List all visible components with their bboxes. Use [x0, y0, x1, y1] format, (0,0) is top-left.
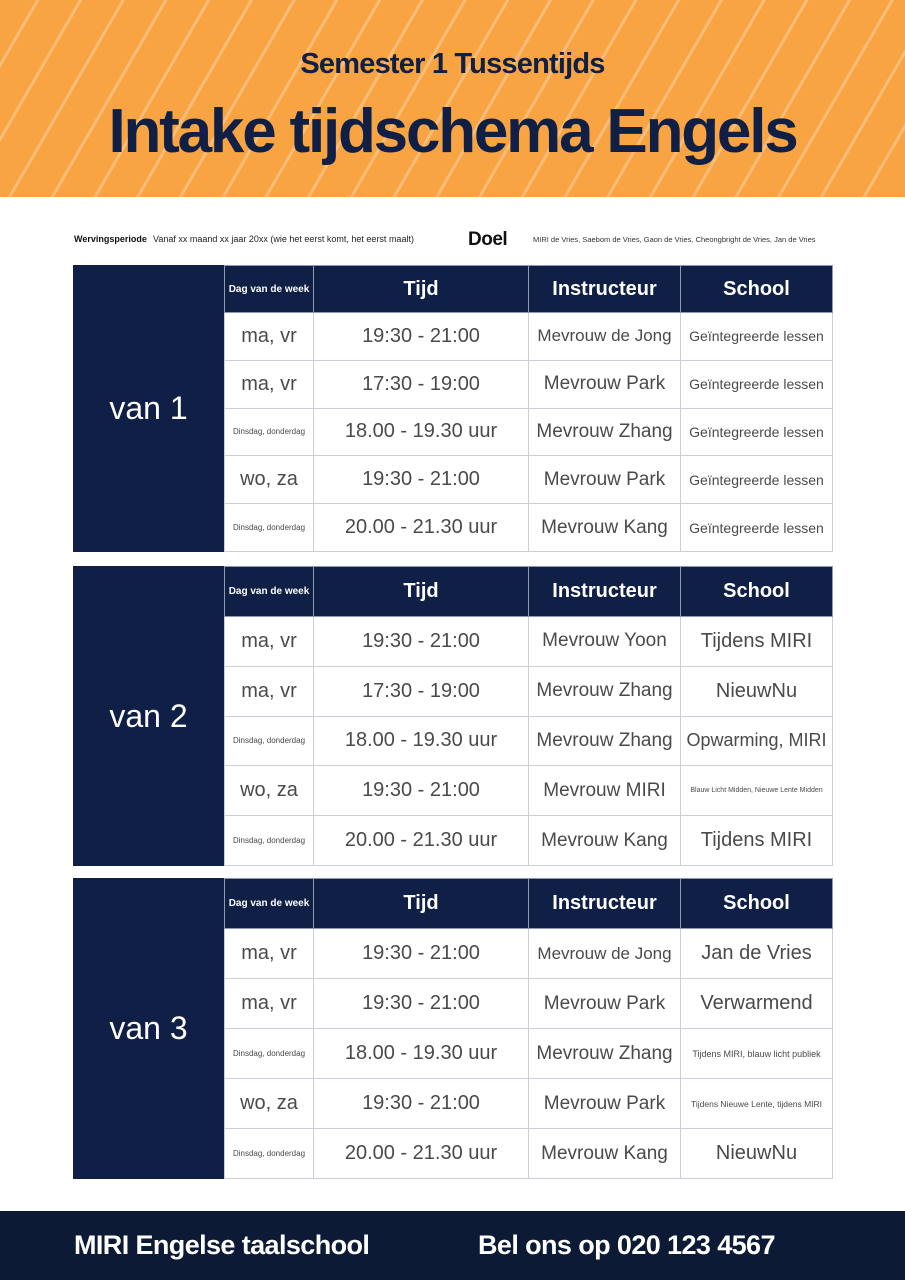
- cell-time: 20.00 - 21.30 uur: [314, 1129, 529, 1179]
- cell-day: ma, vr: [225, 929, 314, 979]
- cell-day: ma, vr: [225, 979, 314, 1029]
- cell-school: Tijdens MIRI: [681, 816, 833, 866]
- cell-school: Geïntegreerde lessen: [681, 313, 833, 361]
- block-label: van 1: [73, 265, 224, 552]
- recruitment-text: Vanaf xx maand xx jaar 20xx (wie het eerst komt, het eerst maalt): [153, 234, 414, 244]
- recruitment-label: Wervingsperiode: [74, 234, 147, 244]
- page-title: Intake tijdschema Engels: [108, 97, 797, 166]
- table-header-row: [225, 879, 833, 929]
- cell-day: Dinsdag, donderdag: [225, 1129, 314, 1179]
- cell-time: 17:30 - 19:00: [314, 666, 529, 716]
- goal-label: Doel: [468, 229, 508, 250]
- header-banner: [0, 0, 905, 197]
- cell-school: Geïntegreerde lessen: [681, 456, 833, 504]
- cell-school: Opwarming, MIRI: [681, 716, 833, 766]
- table-row: [225, 360, 833, 408]
- cell-day: Dinsdag, donderdag: [225, 504, 314, 552]
- cell-instructor: Mevrouw Kang: [529, 816, 681, 866]
- schedule-table: [224, 878, 833, 1179]
- table-row: [225, 504, 833, 552]
- cell-time: 19:30 - 21:00: [314, 1079, 529, 1129]
- column-header-day: Dag van de week: [225, 266, 314, 313]
- cell-day: wo, za: [225, 456, 314, 504]
- cell-day: Dinsdag, donderdag: [225, 1029, 314, 1079]
- cell-instructor: Mevrouw Park: [529, 456, 681, 504]
- table-row: [225, 617, 833, 667]
- table-row: [225, 666, 833, 716]
- block-label: van 2: [73, 566, 224, 866]
- table-row: [225, 716, 833, 766]
- cell-school: Tijdens MIRI: [681, 617, 833, 667]
- footer-bar: [0, 1211, 905, 1280]
- cell-day: ma, vr: [225, 360, 314, 408]
- schedule-block-2: [73, 566, 832, 866]
- cell-school: Verwarmend: [681, 979, 833, 1029]
- table-header-row: [225, 266, 833, 313]
- cell-school: Geïntegreerde lessen: [681, 408, 833, 456]
- cell-time: 19:30 - 21:00: [314, 766, 529, 816]
- column-header-time: Tijd: [314, 879, 529, 929]
- cell-instructor: Mevrouw Park: [529, 979, 681, 1029]
- cell-school: Geïntegreerde lessen: [681, 504, 833, 552]
- cell-day: ma, vr: [225, 313, 314, 361]
- cell-day: ma, vr: [225, 617, 314, 667]
- cell-day: ma, vr: [225, 666, 314, 716]
- cell-instructor: Mevrouw Zhang: [529, 1029, 681, 1079]
- cell-school: NieuwNu: [681, 1129, 833, 1179]
- cell-time: 19:30 - 21:00: [314, 617, 529, 667]
- cell-instructor: Mevrouw Zhang: [529, 716, 681, 766]
- column-header-time: Tijd: [314, 567, 529, 617]
- table-row: [225, 408, 833, 456]
- column-header-instructor: Instructeur: [529, 879, 681, 929]
- cell-school: NieuwNu: [681, 666, 833, 716]
- column-header-day: Dag van de week: [225, 567, 314, 617]
- table-row: [225, 1129, 833, 1179]
- cell-instructor: Mevrouw de Jong: [529, 929, 681, 979]
- cell-day: Dinsdag, donderdag: [225, 716, 314, 766]
- block-label: van 3: [73, 878, 224, 1179]
- table-row: [225, 979, 833, 1029]
- cell-instructor: Mevrouw Park: [529, 1079, 681, 1129]
- cell-time: 17:30 - 19:00: [314, 360, 529, 408]
- table-row: [225, 816, 833, 866]
- column-header-school: School: [681, 567, 833, 617]
- schedule-table: [224, 265, 833, 552]
- goal-text: MIRI de Vries, Saebom de Vries, Gaon de Vries, Cheongbright de Vries, Jan de Vries: [533, 235, 816, 244]
- footer-school-name: MIRI Engelse taalschool: [74, 1230, 370, 1260]
- cell-school: Blauw Licht Midden, Nieuwe Lente Midden: [681, 766, 833, 816]
- cell-school: Geïntegreerde lessen: [681, 360, 833, 408]
- cell-day: Dinsdag, donderdag: [225, 816, 314, 866]
- cell-time: 18.00 - 19.30 uur: [314, 716, 529, 766]
- cell-day: wo, za: [225, 766, 314, 816]
- cell-time: 20.00 - 21.30 uur: [314, 816, 529, 866]
- cell-instructor: Mevrouw Kang: [529, 504, 681, 552]
- cell-time: 19:30 - 21:00: [314, 979, 529, 1029]
- table-row: [225, 456, 833, 504]
- cell-time: 19:30 - 21:00: [314, 929, 529, 979]
- schedule-block-1: [73, 265, 832, 552]
- table-row: [225, 313, 833, 361]
- cell-instructor: Mevrouw Park: [529, 360, 681, 408]
- column-header-school: School: [681, 879, 833, 929]
- cell-time: 19:30 - 21:00: [314, 313, 529, 361]
- cell-day: Dinsdag, donderdag: [225, 408, 314, 456]
- cell-school: Tijdens Nieuwe Lente, tijdens MIRI: [681, 1079, 833, 1129]
- cell-instructor: Mevrouw MIRI: [529, 766, 681, 816]
- table-row: [225, 766, 833, 816]
- cell-instructor: Mevrouw Yoon: [529, 617, 681, 667]
- column-header-day: Dag van de week: [225, 879, 314, 929]
- cell-time: 18.00 - 19.30 uur: [314, 1029, 529, 1079]
- cell-day: wo, za: [225, 1079, 314, 1129]
- cell-instructor: Mevrouw Kang: [529, 1129, 681, 1179]
- cell-school: Tijdens MIRI, blauw licht publiek: [681, 1029, 833, 1079]
- cell-time: 18.00 - 19.30 uur: [314, 408, 529, 456]
- cell-time: 19:30 - 21:00: [314, 456, 529, 504]
- column-header-time: Tijd: [314, 266, 529, 313]
- table-header-row: [225, 567, 833, 617]
- cell-school: Jan de Vries: [681, 929, 833, 979]
- page-subtitle: Semester 1 Tussentijds: [300, 48, 605, 80]
- cell-time: 20.00 - 21.30 uur: [314, 504, 529, 552]
- column-header-school: School: [681, 266, 833, 313]
- schedule-block-3: [73, 878, 832, 1179]
- footer-phone: Bel ons op 020 123 4567: [478, 1230, 775, 1260]
- table-row: [225, 1079, 833, 1129]
- cell-instructor: Mevrouw Zhang: [529, 666, 681, 716]
- schedule-table: [224, 566, 833, 866]
- column-header-instructor: Instructeur: [529, 266, 681, 313]
- cell-instructor: Mevrouw Zhang: [529, 408, 681, 456]
- cell-instructor: Mevrouw de Jong: [529, 313, 681, 361]
- column-header-instructor: Instructeur: [529, 567, 681, 617]
- table-row: [225, 929, 833, 979]
- table-row: [225, 1029, 833, 1079]
